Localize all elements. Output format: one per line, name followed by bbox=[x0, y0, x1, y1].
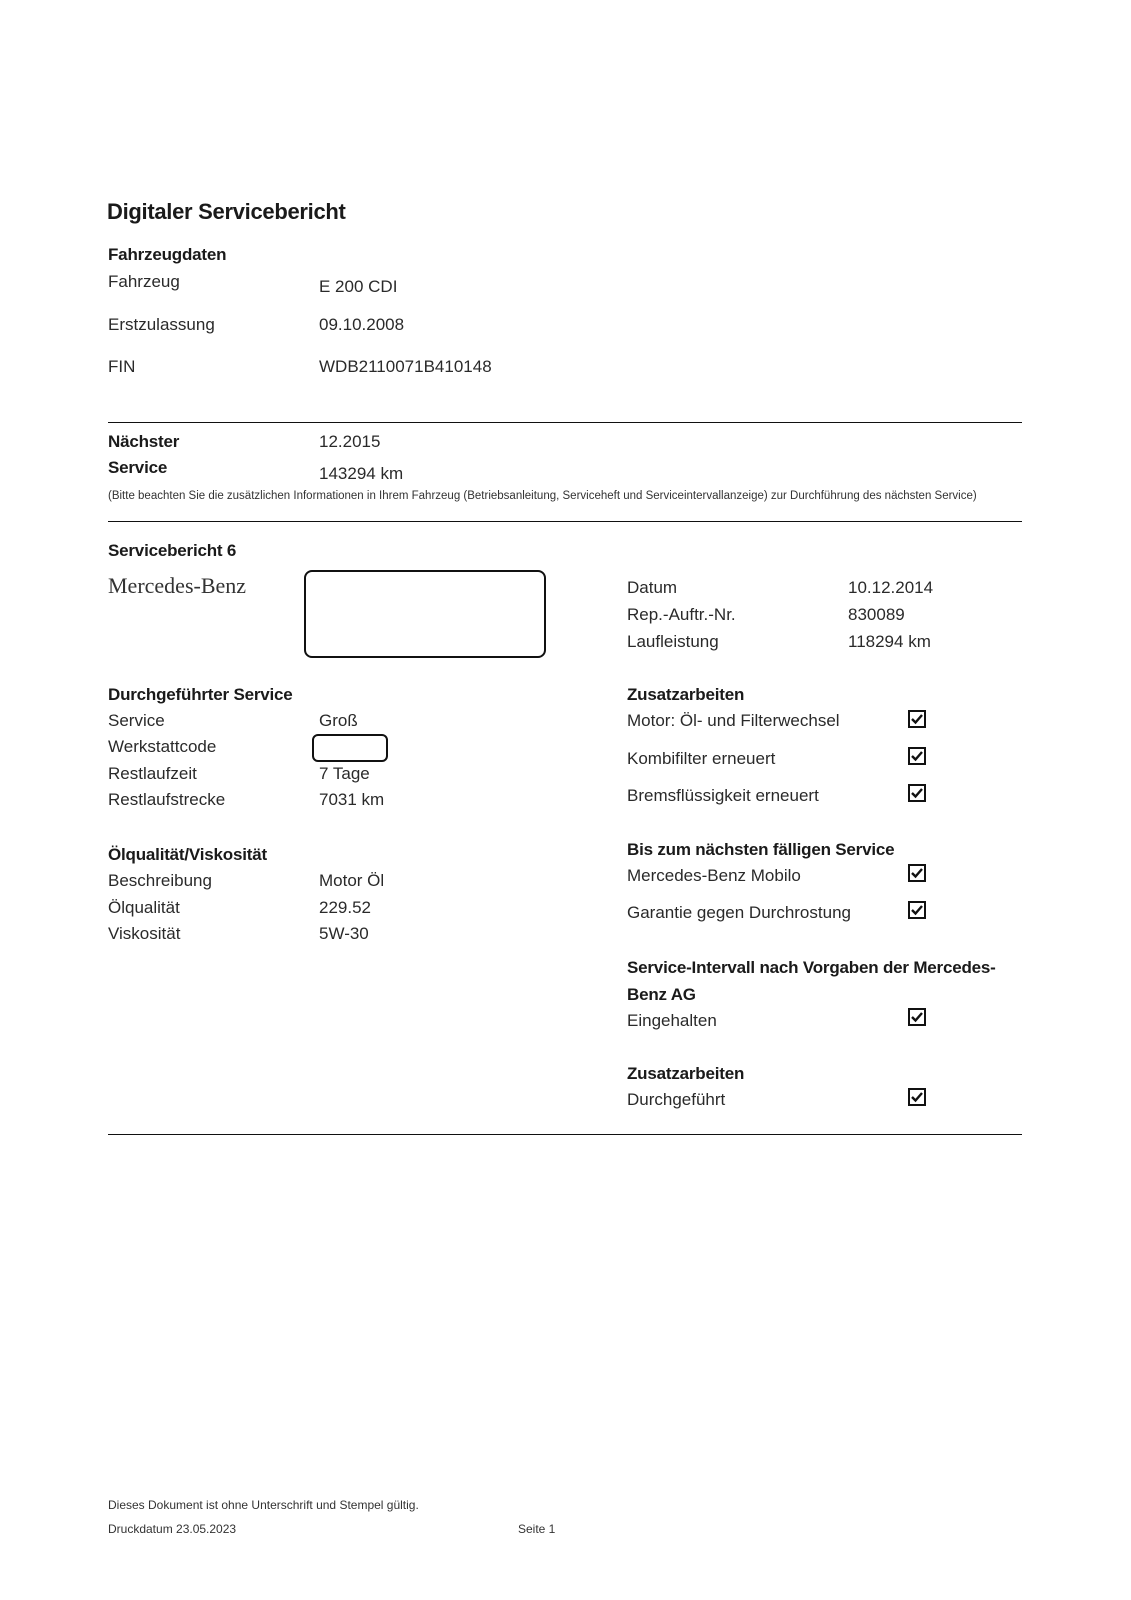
mileage-label: Laufleistung bbox=[627, 632, 719, 651]
oil-filter-change-label: Motor: Öl- und Filterwechsel bbox=[627, 711, 840, 730]
footer-validity-note: Dieses Dokument ist ohne Unterschrift und Stempel gültig. bbox=[108, 1498, 419, 1512]
service-value: Groß bbox=[319, 711, 358, 730]
footer-page-number: Seite 1 bbox=[518, 1522, 556, 1536]
divider-middle bbox=[108, 521, 1022, 522]
mileage-value: 118294 km bbox=[848, 632, 931, 651]
first-registration-label: Erstzulassung bbox=[108, 315, 215, 334]
extra-work-heading: Zusatzarbeiten bbox=[627, 685, 745, 704]
interval-kept-label: Eingehalten bbox=[627, 1011, 717, 1030]
fin-label: FIN bbox=[108, 357, 136, 376]
rust-warranty-label: Garantie gegen Durchrostung bbox=[627, 903, 851, 922]
viscosity-label: Viskosität bbox=[108, 924, 181, 943]
interval-heading: Service-Intervall nach Vorgaben der Mercedes-Benz AG bbox=[627, 958, 996, 1004]
extra-work-done-label: Durchgeführt bbox=[627, 1090, 726, 1109]
oil-description-value: Motor Öl bbox=[319, 871, 385, 890]
first-registration-value: 09.10.2008 bbox=[319, 315, 405, 334]
footer-print-date: Druckdatum 23.05.2023 bbox=[108, 1522, 237, 1536]
oil-filter-change-checkbox[interactable] bbox=[908, 710, 926, 728]
remaining-distance-label: Restlaufstrecke bbox=[108, 790, 226, 809]
oil-heading: Ölqualität/Viskosität bbox=[108, 845, 267, 864]
vehicle-label: Fahrzeug bbox=[108, 272, 180, 291]
divider-top bbox=[108, 422, 1022, 423]
mobilo-label: Mercedes-Benz Mobilo bbox=[627, 866, 801, 885]
next-service-label-2: Service bbox=[108, 458, 168, 477]
checkmark-icon bbox=[910, 786, 924, 800]
viscosity-value: 5W-30 bbox=[319, 924, 369, 943]
divider-bottom bbox=[108, 1134, 1022, 1135]
redacted-workshop-code bbox=[312, 734, 388, 762]
checkmark-icon bbox=[910, 1010, 924, 1024]
redacted-dealer-box bbox=[304, 570, 546, 658]
checkmark-icon bbox=[910, 1090, 924, 1104]
brand-logo-text: Mercedes-Benz bbox=[108, 573, 247, 598]
remaining-distance-value: 7031 km bbox=[319, 790, 385, 809]
checkmark-icon bbox=[910, 749, 924, 763]
page-title: Digitaler Servicebericht bbox=[107, 199, 346, 224]
until-next-heading: Bis zum nächsten fälligen Service bbox=[627, 840, 895, 859]
order-number-value: 830089 bbox=[848, 605, 905, 624]
vehicle-value: E 200 CDI bbox=[319, 277, 398, 296]
combi-filter-label: Kombifilter erneuert bbox=[627, 749, 776, 768]
next-service-note: (Bitte beachten Sie die zusätzlichen Informationen in Ihrem Fahrzeug (Betriebsanleitung, Serviceheft und Serviceintervallanzeige) zur Durchführung des nächsten Service) bbox=[108, 490, 977, 502]
rust-warranty-checkbox[interactable] bbox=[908, 901, 926, 919]
interval-kept-checkbox[interactable] bbox=[908, 1008, 926, 1026]
next-service-label-1: Nächster bbox=[108, 432, 180, 451]
performed-service-heading: Durchgeführter Service bbox=[108, 685, 293, 704]
checkmark-icon bbox=[910, 866, 924, 880]
mobilo-checkbox[interactable] bbox=[908, 864, 926, 882]
remaining-time-label: Restlaufzeit bbox=[108, 764, 197, 783]
next-service-km: 143294 km bbox=[319, 464, 404, 483]
extra-work2-heading: Zusatzarbeiten bbox=[627, 1064, 745, 1083]
service-label: Service bbox=[108, 711, 165, 730]
checkmark-icon bbox=[910, 712, 924, 726]
report-heading: Servicebericht 6 bbox=[108, 541, 237, 560]
brake-fluid-checkbox[interactable] bbox=[908, 784, 926, 802]
oil-quality-value: 229.52 bbox=[319, 898, 371, 917]
remaining-time-value: 7 Tage bbox=[319, 764, 370, 783]
oil-quality-label: Ölqualität bbox=[108, 898, 180, 917]
vehicle-heading: Fahrzeugdaten bbox=[108, 245, 227, 264]
order-number-label: Rep.-Auftr.-Nr. bbox=[627, 605, 736, 624]
brake-fluid-label: Bremsflüssigkeit erneuert bbox=[627, 786, 819, 805]
extra-work-done-checkbox[interactable] bbox=[908, 1088, 926, 1106]
oil-description-label: Beschreibung bbox=[108, 871, 212, 890]
next-service-date: 12.2015 bbox=[319, 432, 381, 451]
date-value: 10.12.2014 bbox=[848, 578, 934, 597]
date-label: Datum bbox=[627, 578, 678, 597]
workshop-code-label: Werkstattcode bbox=[108, 737, 217, 756]
checkmark-icon bbox=[910, 903, 924, 917]
combi-filter-checkbox[interactable] bbox=[908, 747, 926, 765]
fin-value: WDB2110071B410148 bbox=[319, 357, 492, 376]
